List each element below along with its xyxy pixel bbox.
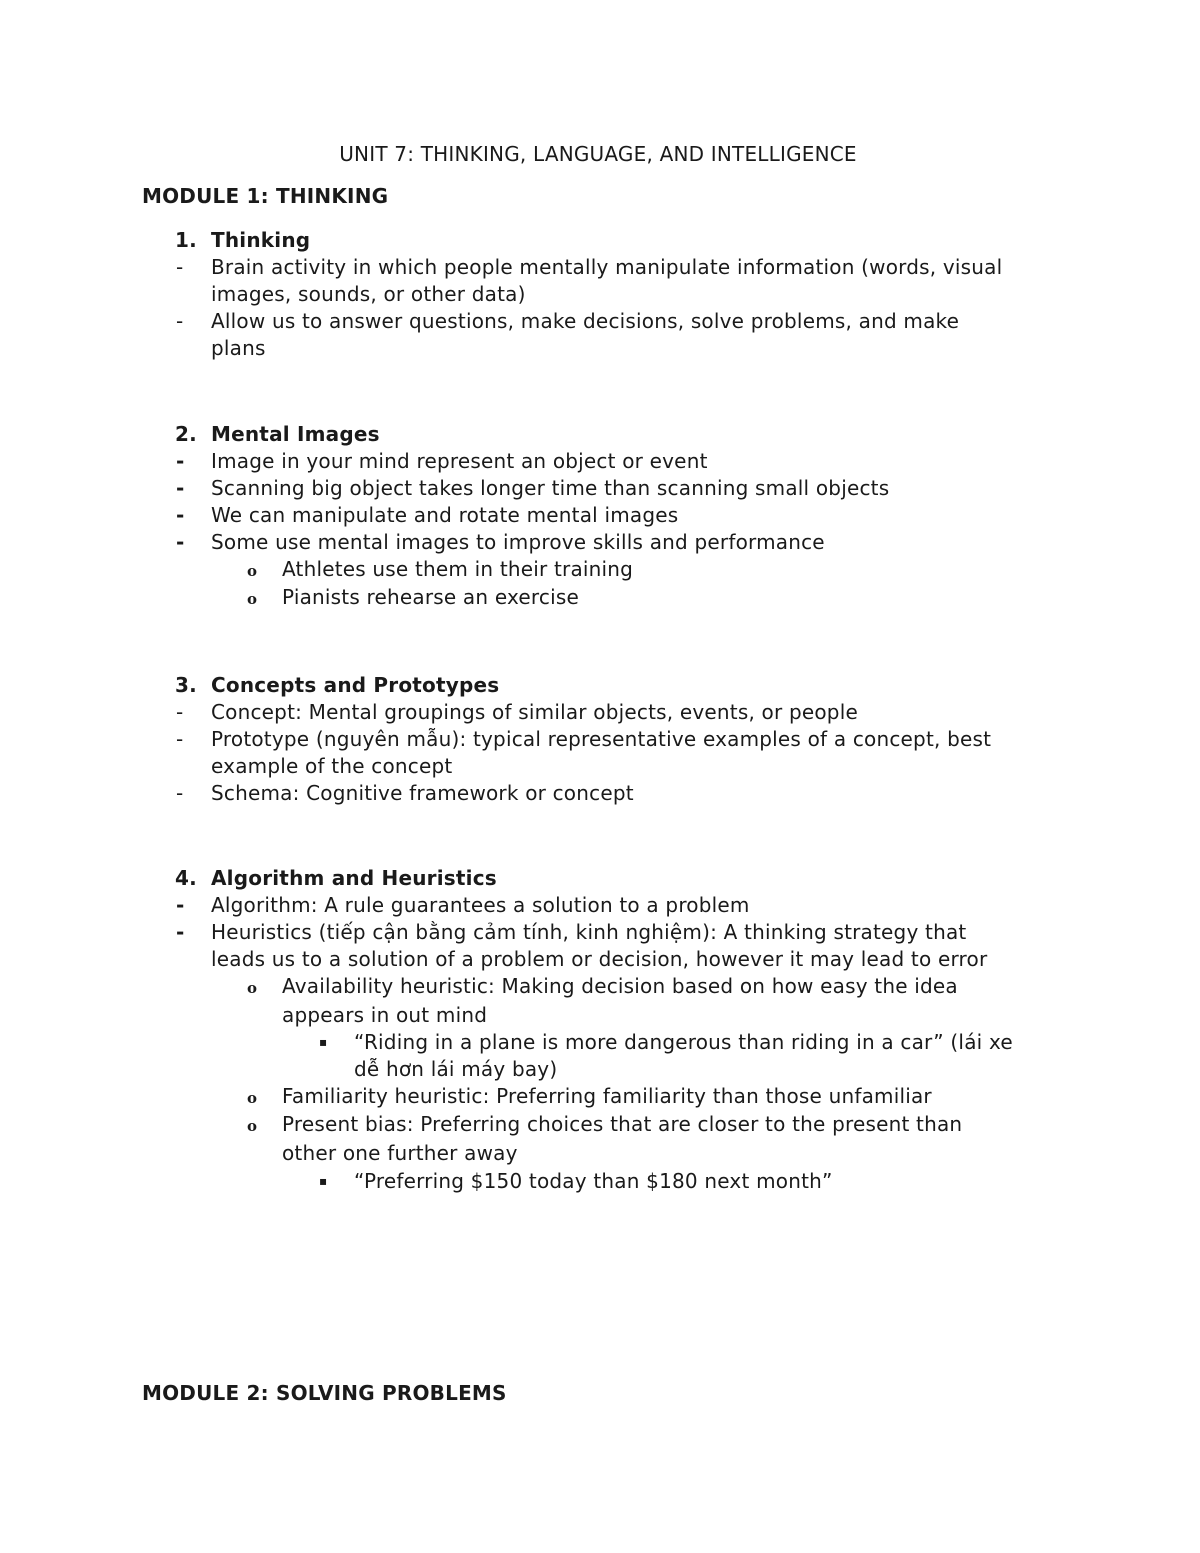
dash-bullet-marker: - xyxy=(176,255,184,279)
section-title: Concepts and Prototypes xyxy=(211,673,500,697)
dash-bullet-marker: - xyxy=(176,920,185,944)
circle-bullet-marker: o xyxy=(247,1089,258,1107)
sub-bullet-text: Availability heuristic: Making decision based on how easy the idea xyxy=(282,974,958,998)
bullet-text: Image in your mind represent an object or event xyxy=(211,449,708,473)
section-title: Algorithm and Heuristics xyxy=(211,866,497,890)
sub-sub-bullet-text: “Riding in a plane is more dangerous than riding in a car” (lái xe xyxy=(354,1030,1013,1054)
section-number: 3. xyxy=(175,673,197,697)
bullet-text: Heuristics (tiếp cận bằng cảm tính, kinh nghiệm): A thinking strategy that xyxy=(211,920,967,944)
sub-bullet-text: Pianists rehearse an exercise xyxy=(282,585,579,609)
bullet-text: Allow us to answer questions, make decisions, solve problems, and make xyxy=(211,309,960,333)
section-heading-concepts-prototypes xyxy=(175,671,499,699)
bullet-text: Some use mental images to improve skills and performance xyxy=(211,530,825,554)
dash-bullet-marker: - xyxy=(176,893,185,917)
dash-bullet-marker: - xyxy=(176,476,185,500)
dash-bullet-marker: - xyxy=(176,530,185,554)
section-number: 4. xyxy=(175,866,197,890)
section-title: Mental Images xyxy=(211,422,380,446)
sub-sub-bullet-text: “Preferring $150 today than $180 next month” xyxy=(354,1169,833,1193)
module-1-heading: MODULE 1: THINKING xyxy=(142,184,389,208)
section-heading-thinking xyxy=(175,226,310,254)
bullet-text: Schema: Cognitive framework or concept xyxy=(211,781,634,805)
sub-bullet-text: Familiarity heuristic: Preferring familiarity than those unfamiliar xyxy=(282,1084,932,1108)
square-bullet-marker: ▪ xyxy=(319,1174,328,1188)
module-2-heading: MODULE 2: SOLVING PROBLEMS xyxy=(142,1381,507,1405)
bullet-text-continued: leads us to a solution of a problem or decision, however it may lead to error xyxy=(211,947,988,971)
circle-bullet-marker: o xyxy=(247,1117,258,1135)
circle-bullet-marker: o xyxy=(247,590,258,608)
bullet-text-continued: example of the concept xyxy=(211,754,453,778)
section-title: Thinking xyxy=(211,228,311,252)
bullet-text: Prototype (nguyên mẫu): typical representative examples of a concept, best xyxy=(211,727,992,751)
document-title: UNIT 7: THINKING, LANGUAGE, AND INTELLIGENCE xyxy=(339,142,857,166)
section-number: 1. xyxy=(175,228,197,252)
dash-bullet-marker: - xyxy=(176,727,184,751)
dash-bullet-marker: - xyxy=(176,781,184,805)
bullet-text: Scanning big object takes longer time than scanning small objects xyxy=(211,476,890,500)
sub-bullet-text-continued: other one further away xyxy=(282,1141,518,1165)
bullet-text: Algorithm: A rule guarantees a solution to a problem xyxy=(211,893,750,917)
section-heading-algorithm-heuristics xyxy=(175,864,497,892)
bullet-text-continued: images, sounds, or other data) xyxy=(211,282,526,306)
sub-bullet-text: Athletes use them in their training xyxy=(282,557,634,581)
dash-bullet-marker: - xyxy=(176,309,184,333)
square-bullet-marker: ▪ xyxy=(319,1035,328,1049)
circle-bullet-marker: o xyxy=(247,562,258,580)
sub-sub-bullet-text-continued: dễ hơn lái máy bay) xyxy=(354,1057,558,1081)
dash-bullet-marker: - xyxy=(176,503,185,527)
section-number: 2. xyxy=(175,422,197,446)
sub-bullet-text: Present bias: Preferring choices that are closer to the present than xyxy=(282,1112,963,1136)
dash-bullet-marker: - xyxy=(176,700,184,724)
circle-bullet-marker: o xyxy=(247,979,258,997)
bullet-text-continued: plans xyxy=(211,336,266,360)
section-heading-mental-images xyxy=(175,420,380,448)
bullet-text: We can manipulate and rotate mental images xyxy=(211,503,679,527)
sub-bullet-text-continued: appears in out mind xyxy=(282,1003,488,1027)
bullet-text: Brain activity in which people mentally manipulate information (words, visual xyxy=(211,255,1003,279)
dash-bullet-marker: - xyxy=(176,449,185,473)
bullet-text: Concept: Mental groupings of similar objects, events, or people xyxy=(211,700,858,724)
